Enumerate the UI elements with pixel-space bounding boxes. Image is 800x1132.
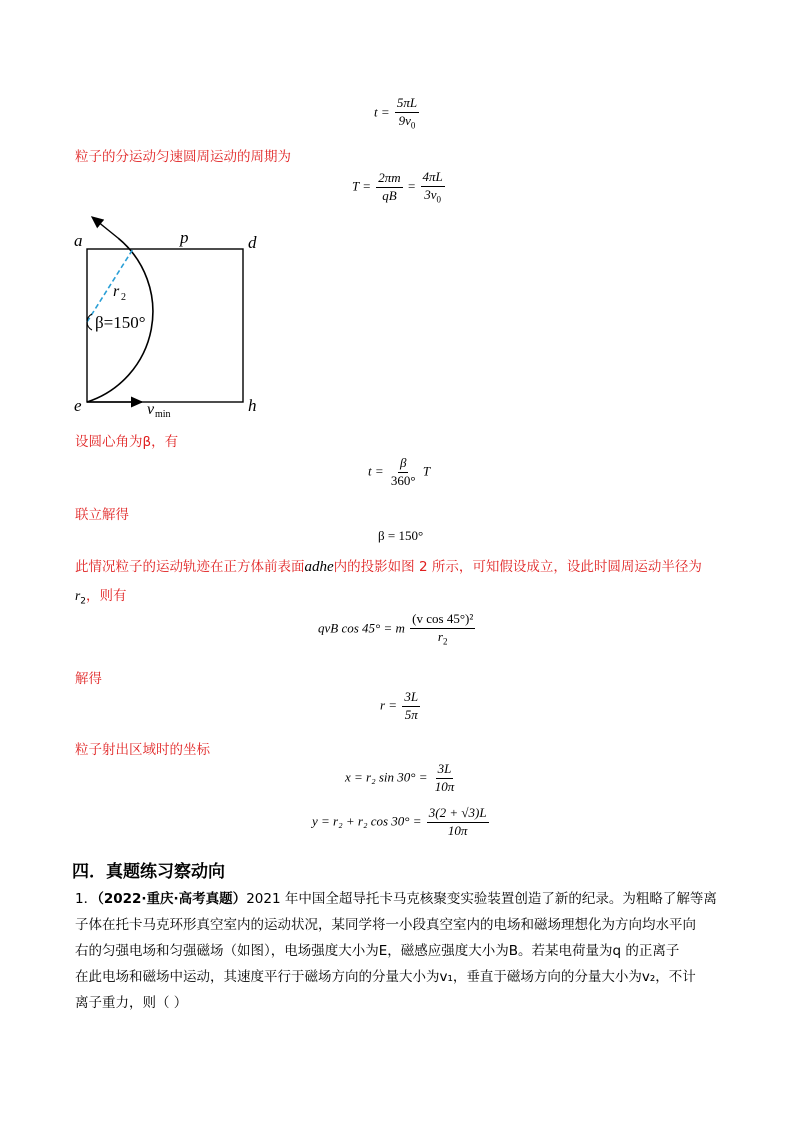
label-angle: β=150° [95, 313, 146, 332]
label-v: v [147, 401, 155, 418]
label-p: p [180, 228, 189, 247]
equation-t: t = $\frac{5\pi L}{9v_0}$ [374, 95, 418, 131]
label-e: e [74, 396, 82, 415]
question-line-4: 在此电场和磁场中运动，其速度平行于磁场方向的分量大小为v₁，垂直于磁场方向的分量大小为v₂，不计 [75, 969, 696, 985]
equation-r: r = $\frac{3L}{5\pi}$ [380, 689, 419, 722]
paragraph-angle: 设圆心角为β，有 [75, 434, 179, 450]
equation-period: T = $\frac{2\pi m}{qB}$ = $\frac{4\pi L}{3v_0}$ [352, 169, 443, 205]
question-line-3: 右的匀强电场和匀强磁场（如图），电场强度大小为E，磁感应强度大小为B。若某电荷量为q 的正离子 [75, 943, 680, 959]
radius-r2-line [87, 249, 133, 322]
section-title: 四．真题练习察动向 [72, 862, 225, 882]
label-h: h [248, 396, 257, 415]
question-1 [75, 886, 735, 1016]
label-a: a [74, 231, 83, 250]
equation-beta: β = 150° [378, 528, 424, 543]
paragraph-radius: $r_2$，则有 [75, 588, 127, 607]
label-r-sub: 2 [121, 292, 126, 303]
question-source: （2022·重庆·高考真题） [97, 891, 247, 907]
question-line-1: 2021 年中国全超导托卡马克核聚变实验装置创造了新的纪录。为粗略了解等离 [246, 891, 717, 907]
equation-force: qvB cos 45° = m $\frac{\text{(v cos 45°)²}}{r_2}$ [318, 611, 474, 647]
equation-y: y = r₂ + r₂ cos 30° = $\frac{3(2 + √3)L}{10\pi}$ [312, 805, 487, 838]
paragraph-period: 粒子的分运动匀速圆周运动的周期为 [75, 149, 291, 165]
question-line-5: 离子重力，则（ ） [75, 995, 188, 1011]
paragraph-projection: 此情况粒子的运动轨迹在正方体前表面adhe内的投影如图 2 所示，可知假设成立，设此时圆周运动半径为 [75, 559, 702, 575]
paragraph-coordinates: 粒子射出区域时的坐标 [75, 742, 210, 758]
exit-arrow [92, 217, 118, 238]
equation-x: x = r₂ sin 30° = $\frac{3L}{10\pi}$ [345, 761, 455, 794]
paragraph-result: 解得 [75, 671, 102, 687]
trajectory-diagram [70, 210, 270, 420]
question-line-2: 子体在托卡马克环形真空室内的运动状况，某同学将一小段真空室内的电场和磁场理想化为方向均水平向 [75, 917, 696, 933]
label-v-sub: min [155, 409, 171, 420]
equation-t-beta: t = $\frac{\beta}{360^\circ}$ T [368, 455, 431, 488]
label-d: d [248, 233, 257, 252]
label-r: r [113, 283, 120, 300]
question-number: 1． [75, 891, 98, 907]
paragraph-solve: 联立解得 [75, 507, 129, 523]
